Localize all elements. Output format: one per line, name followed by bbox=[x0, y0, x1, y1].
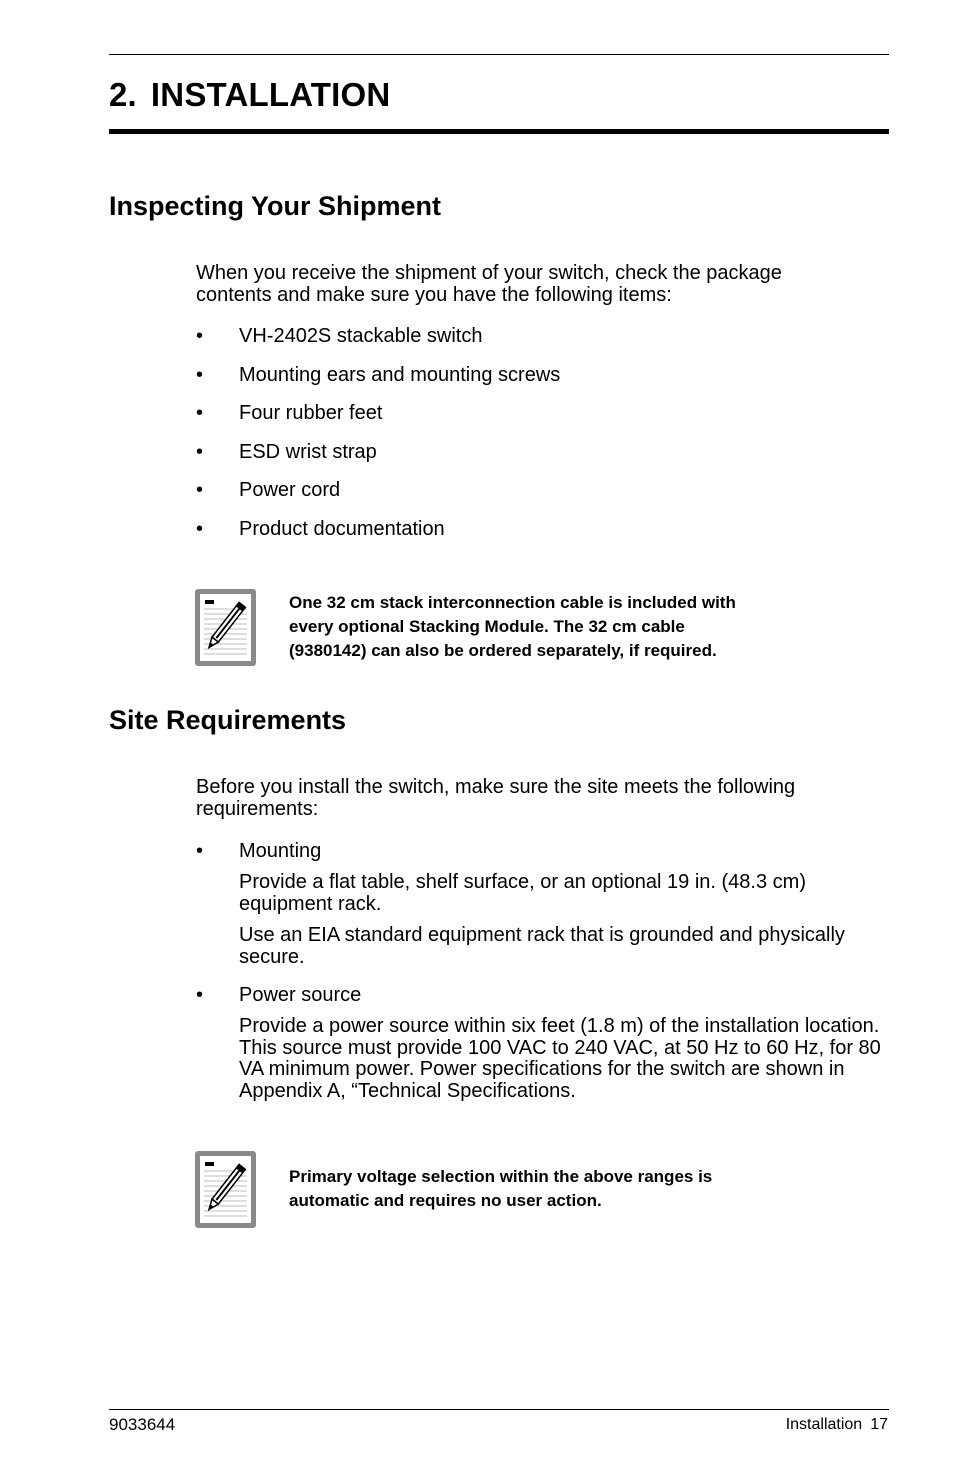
list-item-text: Mounting ears and mounting screws bbox=[239, 363, 561, 386]
list-item-text: ESD wrist strap bbox=[239, 440, 377, 463]
shipment-items-list bbox=[196, 325, 889, 540]
note-line: (9380142) can also be ordered separately, if required. bbox=[289, 641, 717, 660]
bullet-icon: • bbox=[196, 325, 204, 347]
list-item bbox=[196, 364, 889, 386]
bullet-icon: • bbox=[196, 402, 204, 424]
list-item bbox=[196, 984, 889, 1102]
bullet-icon: • bbox=[196, 517, 204, 540]
note-pencil-icon bbox=[195, 1151, 256, 1228]
list-item-text: Four rubber feet bbox=[239, 402, 383, 424]
chapter-title bbox=[109, 76, 390, 114]
list-item bbox=[196, 518, 889, 540]
document-number: 9033644 bbox=[109, 1415, 176, 1434]
section-heading-site: Site Requirements bbox=[109, 705, 347, 735]
list-item bbox=[196, 402, 889, 424]
note-pencil-icon bbox=[195, 589, 256, 666]
requirement-text: Provide a power source within six feet (1.8 m) of the installation location. This source must provide 100 VAC to 240 VAC, at 50 Hz to 60 Hz, for 80 VA minimum power. Power specifications for the switch are shown in Appendix A, “Technical Specifications. bbox=[239, 1015, 881, 1102]
bullet-icon: • bbox=[196, 984, 204, 1006]
requirement-label: Mounting bbox=[239, 840, 322, 862]
top-rule bbox=[109, 54, 889, 55]
bullet-icon: • bbox=[196, 479, 204, 501]
requirement-text: Provide a flat table, shelf surface, or an optional 19 in. (48.3 cm) equipment rack. bbox=[239, 871, 806, 915]
bullet-icon: • bbox=[196, 440, 204, 463]
list-item bbox=[196, 840, 889, 968]
chapter-number: 2. bbox=[109, 76, 137, 113]
chapter-rule bbox=[109, 129, 889, 134]
note-line: automatic and requires no user action. bbox=[289, 1191, 602, 1210]
site-requirements-list bbox=[196, 840, 889, 1102]
page-footer bbox=[786, 1416, 888, 1434]
list-item-text: Product documentation bbox=[239, 517, 445, 540]
list-item-text: Power cord bbox=[239, 479, 341, 501]
list-item bbox=[196, 325, 889, 347]
list-item bbox=[196, 479, 889, 501]
footer-section: Installation bbox=[785, 1416, 863, 1433]
footer-rule bbox=[109, 1409, 889, 1410]
bullet-icon: • bbox=[196, 840, 204, 862]
shipment-note bbox=[289, 591, 736, 663]
requirement-text: Use an EIA standard equipment rack that is grounded and physically secure. bbox=[239, 924, 845, 968]
section-heading-inspecting: Inspecting Your Shipment bbox=[109, 191, 442, 221]
note-line: every optional Stacking Module. The 32 cm cable bbox=[289, 617, 685, 636]
chapter-title-text: INSTALLATION bbox=[150, 76, 391, 113]
note-line: Primary voltage selection within the above ranges is bbox=[289, 1167, 713, 1186]
list-item bbox=[196, 441, 889, 463]
site-intro: Before you install the switch, make sure the site meets the following requirements: bbox=[196, 776, 796, 820]
bullet-icon: • bbox=[196, 363, 204, 386]
page-number: 17 bbox=[870, 1416, 888, 1433]
inspecting-intro: When you receive the shipment of your switch, check the package contents and make sure you have the following items: bbox=[196, 262, 782, 306]
voltage-note bbox=[289, 1165, 712, 1213]
list-item-text: VH-2402S stackable switch bbox=[239, 325, 483, 347]
note-line: One 32 cm stack interconnection cable is included with bbox=[289, 593, 736, 612]
requirement-label: Power source bbox=[239, 984, 362, 1006]
